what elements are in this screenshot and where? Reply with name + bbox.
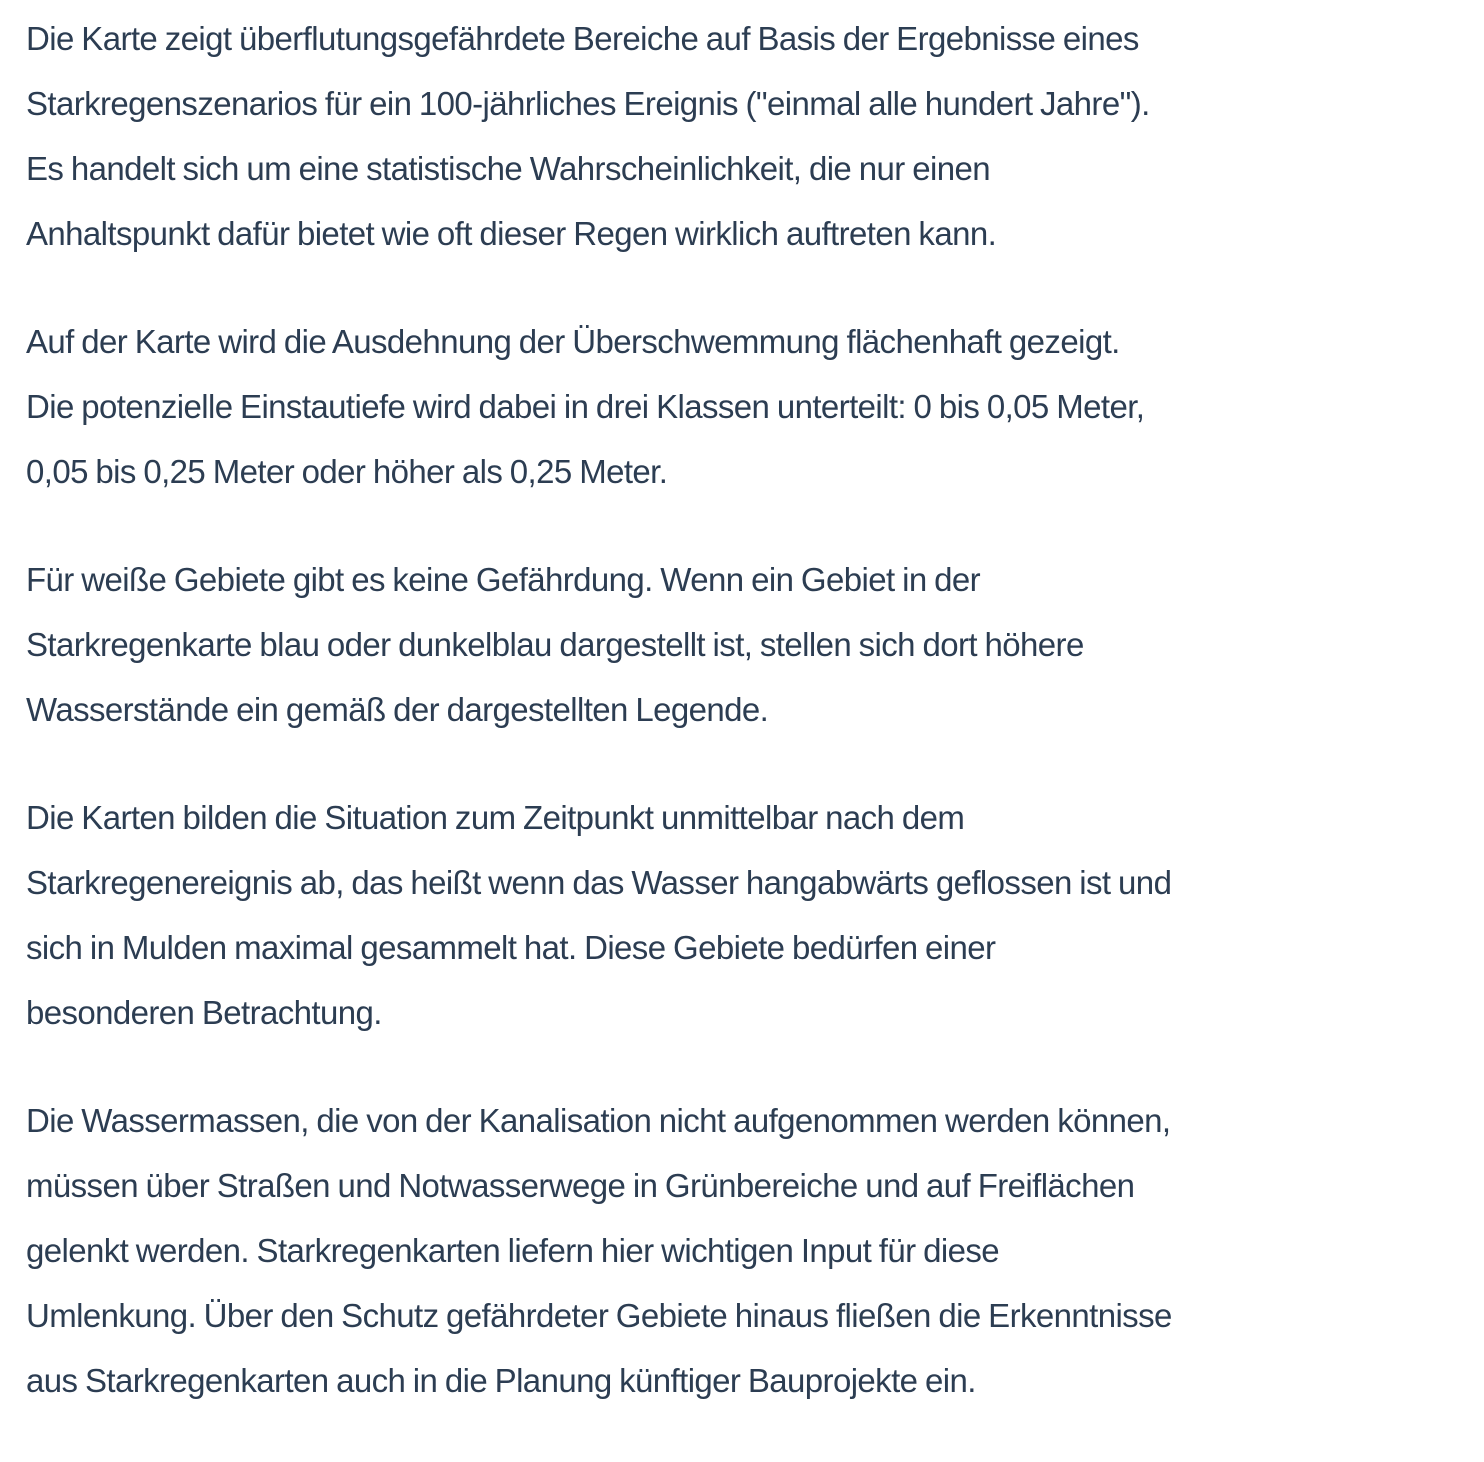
paragraph-color-legend (26, 553, 1466, 748)
text-line: Anhaltspunkt dafür bietet wie oft dieser Regen wirklich auftreten kann. (26, 215, 997, 252)
text-line: besonderen Betrachtung. (26, 994, 382, 1031)
text-line: Für weiße Gebiete gibt es keine Gefährdung. Wenn ein Gebiet in der (26, 561, 981, 598)
text-line: Die Karten bilden die Situation zum Zeitpunkt unmittelbar nach dem (26, 799, 965, 836)
text-line: Starkregenszenarios für ein 100-jährliches Ereignis ("einmal alle hundert Jahre"). (26, 85, 1150, 122)
text-line: gelenkt werden. Starkregenkarten liefern hier wichtigen Input für diese (26, 1232, 999, 1269)
text-line: aus Starkregenkarten auch in die Planung künftiger Bauprojekte ein. (26, 1362, 976, 1399)
text-line: Wasserstände ein gemäß der dargestellten Legende. (26, 691, 769, 728)
text-line: Die potenzielle Einstautiefe wird dabei in drei Klassen unterteilt: 0 bis 0,05 Meter, (26, 388, 1145, 425)
text-line: Die Karte zeigt überflutungsgefährdete Bereiche auf Basis der Ergebnisse eines (26, 20, 1139, 57)
paragraph-water-diversion (26, 1094, 1466, 1419)
text-line: Es handelt sich um eine statistische Wahrscheinlichkeit, die nur einen (26, 150, 990, 187)
text-line: Auf der Karte wird die Ausdehnung der Überschwemmung flächenhaft gezeigt. (26, 323, 1120, 360)
document-body (26, 12, 1466, 1462)
text-line: 0,05 bis 0,25 Meter oder höher als 0,25 Meter. (26, 453, 668, 490)
text-line: sich in Mulden maximal gesammelt hat. Diese Gebiete bedürfen einer (26, 929, 996, 966)
text-line: Umlenkung. Über den Schutz gefährdeter Gebiete hinaus fließen die Erkenntnisse (26, 1297, 1172, 1334)
text-line: Starkregenkarte blau oder dunkelblau dargestellt ist, stellen sich dort höhere (26, 626, 1084, 663)
paragraph-situation-after-event (26, 791, 1466, 1051)
paragraph-flood-scenario (26, 12, 1466, 272)
text-line: Starkregenereignis ab, das heißt wenn das Wasser hangabwärts geflossen ist und (26, 864, 1172, 901)
text-line: Die Wassermassen, die von der Kanalisation nicht aufgenommen werden können, (26, 1102, 1171, 1139)
text-line: müssen über Straßen und Notwasserwege in Grünbereiche und auf Freiflächen (26, 1167, 1135, 1204)
paragraph-depth-classes (26, 315, 1466, 510)
